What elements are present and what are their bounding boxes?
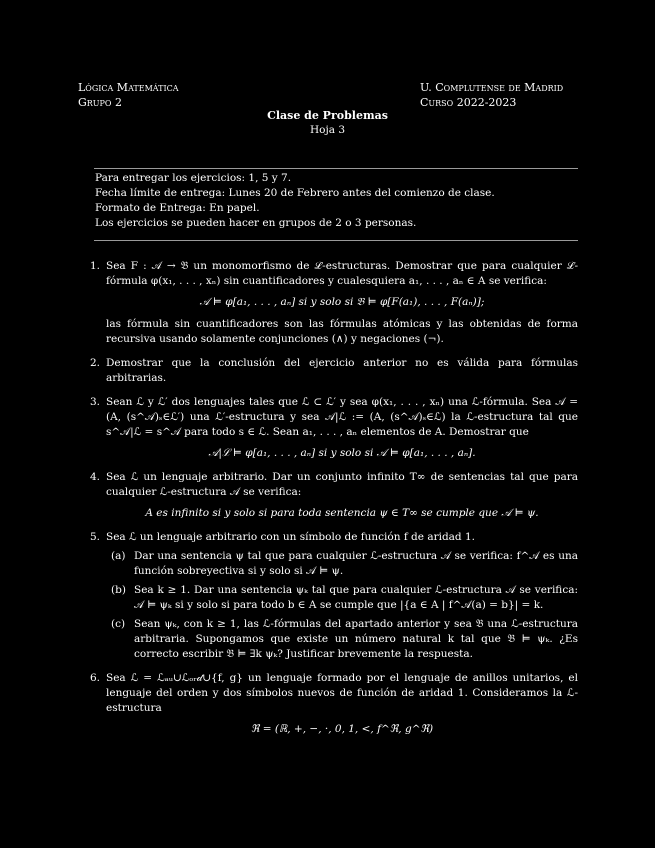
subproblem-label: (c): [111, 618, 126, 630]
problem-number: 2.: [90, 357, 101, 369]
problem-text: Demostrar que la conclusión del ejercicio anterior no es válida para fórmulas arbitrarias.: [106, 357, 578, 384]
course-header: [78, 80, 179, 110]
subproblem-text: Sean ψₖ, con k ≥ 1, las ℒ-fórmulas del apartado anterior y sea 𝔅 una ℒ-estructura arbitraria. Supongamos que existe un número natural k tal que 𝔅 ⊨ ψₖ. ¿Es correcto escribir 𝔅 ⊨ ∃k ψₖ? Justificar brevemente la respuesta.: [134, 618, 578, 660]
top-divider: [94, 168, 578, 169]
page-title: Clase de Problemas: [267, 109, 388, 122]
course-name: Lógica Matemática: [78, 81, 179, 94]
problem-3: [78, 395, 578, 461]
problem-text: Sea ℒ un lenguaje arbitrario. Dar un conjunto infinito T∞ de sentencias tal que para cualquier ℒ-estructura 𝒜 se verifica:: [106, 471, 578, 498]
problem-number: 3.: [90, 396, 101, 408]
subproblem-c: [106, 617, 578, 662]
subproblem-b: [106, 583, 578, 613]
problem-6: [78, 671, 578, 737]
info-line: Para entregar los ejercicios: 1, 5 y 7.: [95, 172, 292, 184]
problem-number: 6.: [90, 672, 101, 684]
problem-text: Sean ℒ y ℒ′ dos lenguajes tales que ℒ ⊂ ℒ′ y sea φ(x₁, . . . , xₙ) una ℒ-fórmula. Sea 𝒜 = (A, (s^𝒜)ₛ∈ℒ′) una ℒ′-estructura y sea 𝒜|ℒ := (A, (s^𝒜)ₛ∈ℒ) la ℒ-estructura tal que s^𝒜|ℒ = s^𝒜 para todo s ∈ ℒ. Sean a₁, . . . , aₙ elementos de A. Demostrar que: [106, 396, 578, 438]
problem-4: [78, 470, 578, 521]
university-name: U. Complutense de Madrid: [420, 81, 564, 94]
subproblem-a: [106, 549, 578, 579]
info-line: Formato de Entrega: En papel.: [95, 202, 260, 214]
academic-year: Curso 2022-2023: [420, 96, 517, 109]
page-subtitle: Hoja 3: [309, 124, 345, 136]
subproblem-label: (b): [111, 584, 126, 596]
display-formula: 𝒜 ⊨ φ[a₁, . . . , aₙ] si y solo si 𝔅 ⊨ φ[F(a₁), . . . , F(aₙ)];: [199, 296, 485, 308]
subproblem-text: Dar una sentencia ψ tal que para cualquier ℒ-estructura 𝒜 se verifica: f^𝒜 es una función sobreyectiva si y solo si 𝒜 ⊨ ψ.: [134, 550, 578, 577]
display-formula: ℜ = (ℝ, +, −, ·, 0, 1, <, f^ℜ, g^ℜ): [250, 723, 434, 735]
problem-text: Sea F : 𝒜 → 𝔅 un monomorfismo de ℒ-estructuras. Demostrar que para cualquier ℒ-fórmula φ(x₁, . . . , xₙ) sin cuantificadores y cualesquiera a₁, . . . , aₙ ∈ A se verifica:: [106, 260, 578, 287]
info-line: Los ejercicios se pueden hacer en grupos de 2 o 3 personas.: [95, 217, 417, 229]
problem-5: [78, 530, 578, 662]
problem-number: 1.: [90, 260, 101, 272]
display-formula: 𝒜|ℒ ⊨ φ[a₁, . . . , aₙ] si y solo si 𝒜 ⊨ φ[a₁, . . . , aₙ].: [208, 447, 476, 459]
problem-text: Sea ℒ = ℒₐᵤ∪ℒₒᵣ𝒹∪{f, g} un lenguaje formado por el lenguaje de anillos unitarios, el lenguaje del orden y dos símbolos nuevos de función de aridad 1. Consideramos la ℒ-estructura: [106, 672, 578, 714]
info-line: Fecha límite de entrega: Lunes 20 de Febrero antes del comienzo de clase.: [95, 187, 495, 199]
problem-1: [78, 259, 578, 347]
title-block: [0, 108, 655, 138]
problem-2: [78, 356, 578, 386]
bottom-divider: [94, 240, 578, 241]
subproblem-text: Sea k ≥ 1. Dar una sentencia ψₖ tal que para cualquier ℒ-estructura 𝒜 se verifica: 𝒜 ⊨ ψₖ si y solo si para todo b ∈ A se cumple que |{a ∈ A | f^𝒜(a) = b}| = k.: [134, 584, 578, 611]
problem-text: Sea ℒ un lenguaje arbitrario con un símbolo de función f de aridad 1.: [106, 531, 476, 543]
info-box: [95, 171, 579, 231]
problem-number: 5.: [90, 531, 101, 543]
subproblem-label: (a): [111, 550, 126, 562]
university-header: [420, 80, 563, 110]
display-formula: A es infinito si y solo si para toda sentencia ψ ∈ T∞ se cumple que 𝒜 ⊨ ψ.: [145, 507, 539, 519]
problem-number: 4.: [90, 471, 101, 483]
problem-list: [78, 259, 578, 746]
problem-text-continued: las fórmula sin cuantificadores son las fórmulas atómicas y las obtenidas de forma recursiva usando solamente conjunciones (∧) y negaciones (¬).: [106, 318, 578, 345]
group-name: Grupo 2: [78, 96, 122, 109]
